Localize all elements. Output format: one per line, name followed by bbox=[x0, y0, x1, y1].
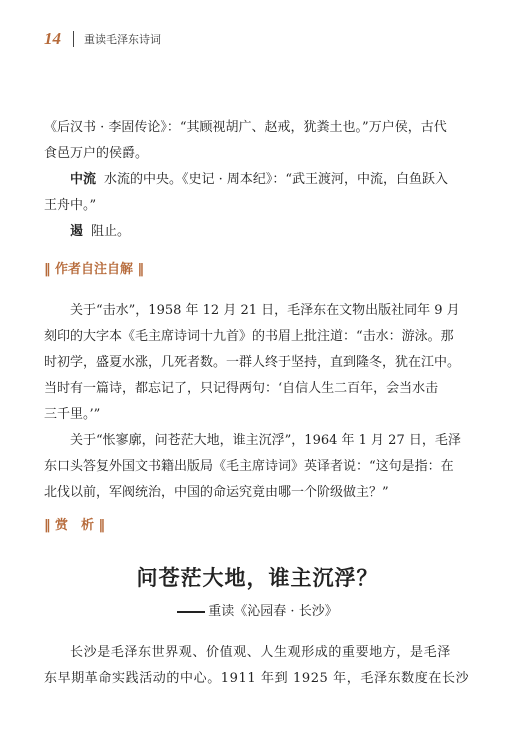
paragraph-line: 关于“击水”，1958 年 12 月 21 日，毛泽东在文物出版社同年 9 月 bbox=[70, 303, 460, 318]
page-header bbox=[44, 28, 161, 50]
section-heading-author-note: ‖ 作者自注自解 ‖ bbox=[44, 262, 145, 277]
paragraph-line: 长沙是毛泽东世界观、价值观、人生观形成的重要地方，是毛泽 bbox=[70, 645, 451, 660]
paragraph-line: 北伐以前，军阀统治，中国的命运究竟由哪一个阶级做主？” bbox=[44, 485, 389, 500]
paragraph-line: 东口头答复外国文书籍出版局《毛主席诗词》英译者说：“这句是指：在 bbox=[44, 459, 454, 474]
note-line: 王舟中。” bbox=[44, 198, 97, 213]
note-line: 《后汉书 · 李固传论》：“其顾视胡广、赵戒，犹粪土也。”万户侯，古代 bbox=[44, 120, 447, 135]
header-divider bbox=[73, 31, 74, 47]
note-e bbox=[44, 219, 470, 245]
paragraph-line: 刻印的大字本《毛主席诗词十九首》的书眉上批注道：“击水：游泳。那 bbox=[44, 329, 454, 344]
note-zhongliu bbox=[44, 167, 470, 193]
essay-body bbox=[44, 640, 470, 692]
subtitle-dash bbox=[177, 611, 205, 613]
paragraph-line: 时初学，盛夏水涨，几死者数。一群人终于坚持，直到隆冬，犹在江中。 bbox=[44, 355, 461, 370]
note-term: 中流 bbox=[70, 172, 97, 187]
annotation-notes bbox=[44, 115, 470, 245]
note-definition: 阻止。 bbox=[91, 224, 131, 239]
running-title: 重读毛泽东诗词 bbox=[84, 33, 161, 46]
paragraph-line: 关于“怅寥廓，问苍茫大地，谁主沉浮”，1964 年 1 月 27 日，毛泽 bbox=[70, 433, 461, 448]
note-term: 遏 bbox=[70, 224, 84, 239]
section-heading-appreciation: ‖ 赏 析 ‖ bbox=[44, 518, 106, 533]
author-note-body bbox=[44, 298, 470, 506]
essay-subtitle-text: 重读《沁园春 · 长沙》 bbox=[208, 604, 338, 619]
paragraph-line: 三千里。’” bbox=[44, 407, 101, 422]
essay-title: 问苍茫大地，谁主沉浮？ bbox=[136, 566, 379, 590]
page-number: 14 bbox=[44, 29, 61, 48]
paragraph-line: 东早期革命实践活动的中心。1911 年到 1925 年，毛泽东数度在长沙 bbox=[44, 671, 470, 686]
paragraph-line: 当时有一篇诗，都忘记了，只记得两句：‘自信人生二百年，会当水击 bbox=[44, 381, 439, 396]
note-definition: 水流的中央。《史记 · 周本纪》：“武王渡河，中流，白鱼跃入 bbox=[104, 172, 449, 187]
note-line: 食邑万户的侯爵。 bbox=[44, 146, 149, 161]
essay-subtitle bbox=[0, 600, 515, 619]
